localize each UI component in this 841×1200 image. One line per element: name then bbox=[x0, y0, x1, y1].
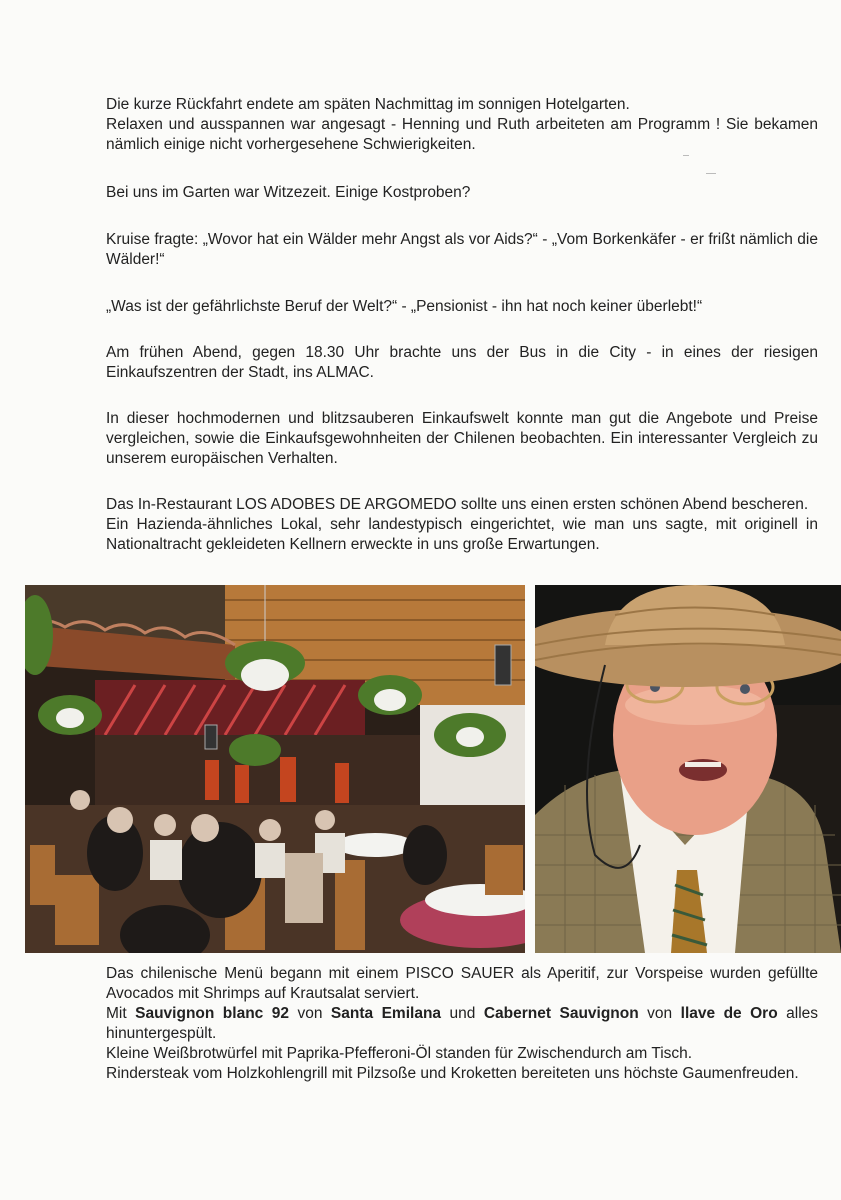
scan-speck bbox=[683, 155, 689, 156]
witz-intro-text: Bei uns im Garten war Witzezeit. Einige Kostproben? bbox=[106, 184, 471, 201]
restaurant-paragraph bbox=[106, 495, 818, 555]
intro-line-1: Die kurze Rückfahrt endete am späten Nachmittag im sonnigen Hotelgarten. bbox=[106, 96, 630, 113]
scan-speck bbox=[706, 173, 716, 174]
restaurant-line-2: Ein Hazienda-ähnliches Lokal, sehr landestypisch eingerichtet, wie man uns sagte, mit originell in Nationaltracht gekleideten Kellnern erweckte in uns große Erwartungen. bbox=[106, 516, 818, 553]
wine-mid-2: und bbox=[441, 1005, 484, 1022]
menu-paragraph bbox=[106, 964, 818, 1084]
wine-mid-3: von bbox=[638, 1005, 681, 1022]
menu-line-3: Kleine Weißbrotwürfel mit Paprika-Pfefferoni-Öl standen für Zwischendurch am Tisch. bbox=[106, 1045, 693, 1062]
city-text: Am frühen Abend, gegen 18.30 Uhr brachte uns der Bus in die City - in eines der riesigen Einkaufszentren der Stadt, ins ALMAC. bbox=[106, 344, 818, 381]
joke-2 bbox=[106, 297, 818, 317]
wine-suffix: alles hinuntergespült. bbox=[106, 1005, 819, 1042]
restaurant-line-1: Das In-Restaurant LOS ADOBES DE ARGOMEDO sollte uns einen ersten schönen Abend bescheren. bbox=[106, 496, 809, 513]
producer-1: Santa Emilana bbox=[330, 1005, 442, 1022]
menu-line-1: Das chilenische Menü begann mit einem PISCO SAUER als Aperitif, zur Vorspeise wurden gefüllte Avocados mit Shrimps auf Krautsalat serviert. bbox=[106, 965, 818, 1002]
menu-wine-line bbox=[106, 1004, 818, 1044]
intro-paragraph bbox=[106, 95, 818, 155]
restaurant-interior-photo bbox=[25, 585, 525, 953]
joke-1-text: Kruise fragte: „Wovor hat ein Wälder mehr Angst als vor Aids?“ - „Vom Borkenkäfer - er frißt nämlich die Wälder!“ bbox=[106, 231, 818, 268]
shopping-paragraph bbox=[106, 409, 818, 469]
wine-prefix: Mit bbox=[106, 1005, 136, 1022]
wine-2: Cabernet Sauvignon bbox=[483, 1005, 639, 1022]
joke-2-text: „Was ist der gefährlichste Beruf der Welt?“ - „Pensionist - ihn hat noch keiner überlebt!“ bbox=[106, 298, 703, 315]
city-paragraph bbox=[106, 343, 818, 383]
shopping-text: In dieser hochmodernen und blitzsauberen Einkaufswelt konnte man gut die Angebote und Preise vergleichen, sowie die Einkaufsgewohnheiten der Chilenen beobachten. Ein interessanter Vergleich zu unserem europäischen Verhalten. bbox=[106, 410, 818, 467]
witz-intro bbox=[106, 183, 818, 203]
wine-1: Sauvignon blanc 92 bbox=[135, 1005, 289, 1022]
intro-line-2: Relaxen und ausspannen war angesagt - Henning und Ruth arbeiteten am Programm ! Sie bekamen nämlich einige nicht vorhergesehene Schwierigkeiten. bbox=[106, 116, 818, 153]
menu-line-4: Rindersteak vom Holzkohlengrill mit Pilzsoße und Kroketten bereiteten uns höchste Gaumenfreuden. bbox=[106, 1065, 799, 1082]
producer-2: llave de Oro bbox=[680, 1005, 778, 1022]
wine-mid-1: von bbox=[289, 1005, 331, 1022]
man-with-straw-hat-photo bbox=[535, 585, 841, 953]
joke-1 bbox=[106, 230, 818, 270]
